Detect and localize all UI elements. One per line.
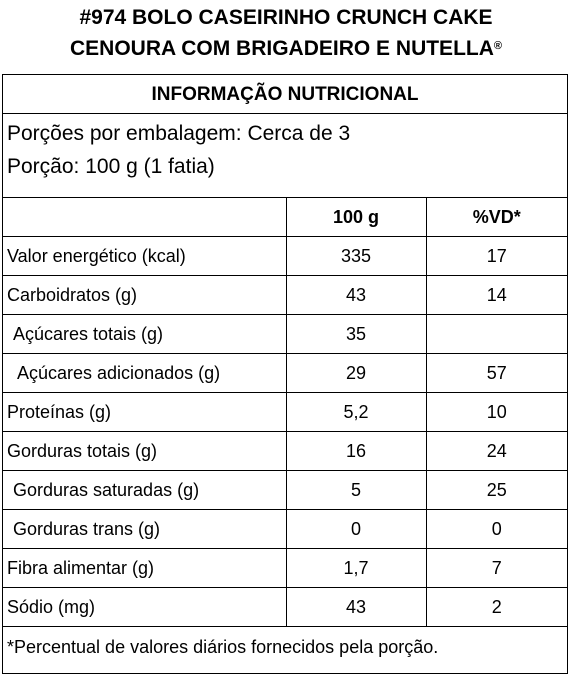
nutrient-dv: 7 [426,549,567,588]
nutrient-label: Proteínas (g) [3,393,286,432]
table-row [3,354,567,393]
nutrient-label: Gorduras totais (g) [3,432,286,471]
nutrient-dv: 57 [426,354,567,393]
nutrient-value: 1,7 [286,549,426,588]
table-row [3,549,567,588]
product-title-line2-text: CENOURA COM BRIGADEIRO E NUTELLA [70,37,494,60]
product-title [0,0,572,66]
nutrient-label: Carboidratos (g) [3,276,286,315]
nutrient-dv: 24 [426,432,567,471]
nutrient-value: 0 [286,510,426,549]
nutrient-label: Gorduras trans (g) [13,518,161,539]
table-row [3,276,567,315]
table-row [3,393,567,432]
portion-info [3,114,567,198]
table-header-row [3,198,567,237]
nutrient-value: 5,2 [286,393,426,432]
header-daily-value: %VD* [426,198,567,237]
table-row [3,432,567,471]
nutrient-label: Gorduras saturadas (g) [13,479,200,500]
nutrient-dv: 14 [426,276,567,315]
nutrient-value: 35 [286,315,426,354]
table-row [3,237,567,276]
nutrient-label-cell [3,315,286,354]
nutrient-dv: 2 [426,588,567,627]
nutrient-dv: 17 [426,237,567,276]
nutrient-label: Fibra alimentar (g) [3,549,286,588]
product-title-line2 [0,32,572,63]
nutrient-dv: 25 [426,471,567,510]
nutrient-value: 43 [286,588,426,627]
table-row [3,471,567,510]
nutrition-table [3,198,567,627]
nutrient-value: 335 [286,237,426,276]
nutrient-value: 29 [286,354,426,393]
table-row [3,588,567,627]
nutrient-label-cell [3,510,286,549]
nutrient-value: 43 [286,276,426,315]
nutrient-value: 16 [286,432,426,471]
nutrient-label: Açúcares adicionados (g) [17,362,221,383]
portions-per-package: Porções por embalagem: Cerca de 3 [7,122,351,145]
nutrition-panel [2,74,568,674]
nutrient-label: Valor energético (kcal) [3,237,286,276]
nutrient-dv: 0 [426,510,567,549]
header-per-100g: 100 g [286,198,426,237]
portion-size: Porção: 100 g (1 fatia) [7,155,215,178]
header-nutrient [3,198,286,237]
nutrient-dv [426,315,567,354]
product-title-line1: #974 BOLO CASEIRINHO CRUNCH CAKE [79,6,493,29]
nutrient-value: 5 [286,471,426,510]
table-row [3,315,567,354]
footnote: *Percentual de valores diários fornecidos pela porção. [7,637,439,657]
table-row [3,510,567,549]
nutrient-label: Sódio (mg) [3,588,286,627]
nutrient-label-cell [3,354,286,393]
nutrient-label-cell [3,471,286,510]
registered-mark: ® [493,40,502,52]
nutrient-label: Açúcares totais (g) [13,323,164,344]
nutrient-dv: 10 [426,393,567,432]
nutrition-header: INFORMAÇÃO NUTRICIONAL [3,75,567,114]
